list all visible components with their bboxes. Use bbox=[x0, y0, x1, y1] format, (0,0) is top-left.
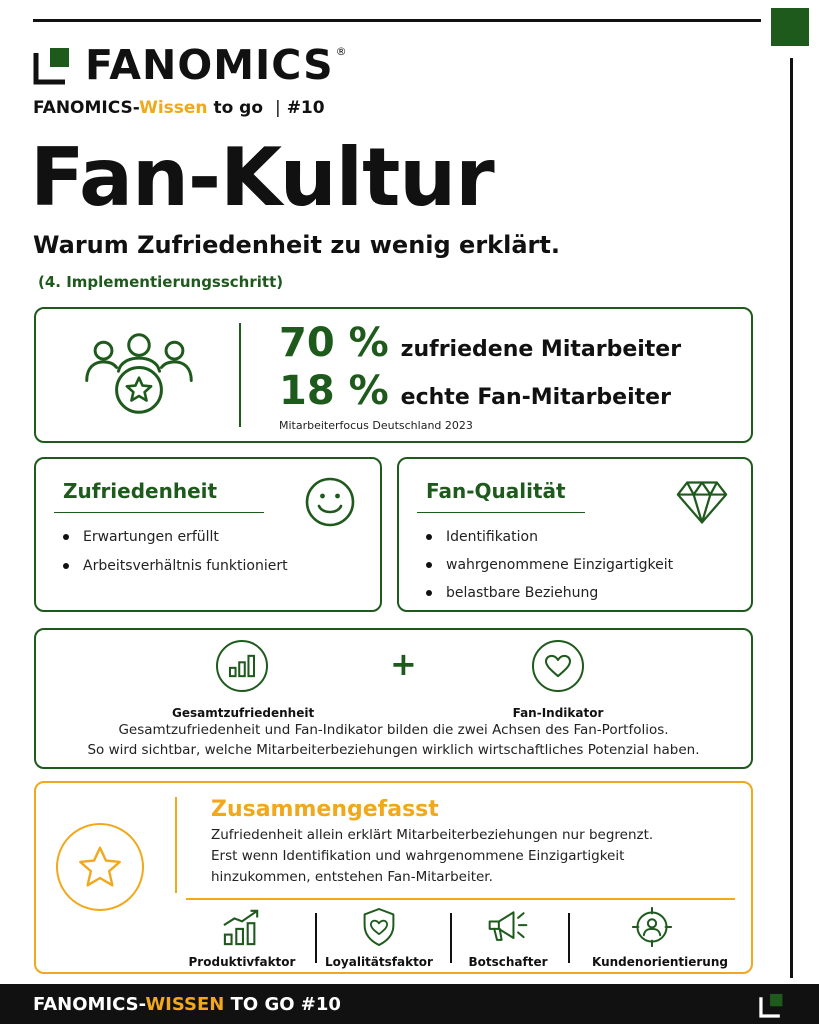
fan-quality-bullets bbox=[426, 527, 673, 611]
fanomics-corner-logo-icon bbox=[759, 992, 785, 1018]
list-item: Arbeitsverhältnis funktioniert bbox=[63, 556, 288, 585]
summary-rule bbox=[186, 898, 735, 900]
factor-productivity bbox=[182, 905, 302, 969]
shield-heart-icon bbox=[361, 907, 397, 947]
summary-card bbox=[34, 781, 753, 974]
factor-label: Loyalitätsfaktor bbox=[325, 955, 433, 969]
stat-label: zufriedene Mitarbeiter bbox=[400, 337, 682, 362]
bar-chart-icon bbox=[228, 654, 256, 678]
top-rule bbox=[33, 19, 761, 22]
satisfaction-bullets bbox=[63, 527, 288, 585]
summary-circle bbox=[56, 823, 144, 911]
factor-ambassador bbox=[448, 905, 568, 969]
page-tagline: Warum Zufriedenheit zu wenig erklärt. bbox=[33, 231, 560, 259]
fan-quality-underline bbox=[417, 512, 585, 513]
factor-separator bbox=[568, 913, 570, 963]
list-item: belastbare Beziehung bbox=[426, 583, 673, 611]
summary-divider bbox=[175, 797, 177, 893]
diamond-icon bbox=[676, 479, 728, 525]
brand-logo bbox=[33, 40, 347, 89]
stat-percent: 18 % bbox=[279, 368, 389, 414]
series-accent: Wissen bbox=[139, 98, 208, 118]
footer-prefix: FANOMICS- bbox=[33, 994, 146, 1015]
factor-loyalty bbox=[319, 905, 439, 969]
series-issue: #10 bbox=[286, 98, 325, 118]
stats-card bbox=[34, 307, 753, 443]
factor-label: Botschafter bbox=[468, 955, 548, 969]
summary-line: hinzukommen, entstehen Fan-Mitarbeiter. bbox=[211, 869, 493, 885]
target-person-icon bbox=[632, 907, 672, 947]
combo-plus: + bbox=[390, 645, 417, 683]
right-rule bbox=[790, 58, 793, 978]
footer-suffix: TO GO #10 bbox=[224, 994, 341, 1015]
team-star-icon bbox=[83, 331, 195, 417]
footer-title bbox=[33, 994, 341, 1015]
series-prefix: FANOMICS- bbox=[33, 98, 140, 118]
combo-circle bbox=[532, 640, 584, 692]
factor-label: Kundenorientierung bbox=[592, 955, 728, 969]
satisfaction-card bbox=[34, 457, 382, 612]
combo-fan-indicator bbox=[488, 640, 628, 720]
list-item: Erwartungen erfüllt bbox=[63, 527, 288, 556]
list-item: Identifikation bbox=[426, 527, 673, 555]
combo-text-line: Gesamtzufriedenheit und Fan-Indikator bilden die zwei Achsen des Fan-Portfolios. bbox=[118, 722, 669, 738]
fan-quality-title: Fan-Qualität bbox=[426, 479, 566, 503]
factor-separator bbox=[315, 913, 317, 963]
satisfaction-title: Zufriedenheit bbox=[63, 479, 218, 503]
series-line bbox=[33, 98, 325, 118]
combo-satisfaction bbox=[172, 640, 315, 720]
page-title: Fan-Kultur bbox=[30, 131, 494, 224]
summary-title: Zusammengefasst bbox=[211, 797, 439, 822]
satisfaction-underline bbox=[54, 512, 264, 513]
stats-divider bbox=[239, 323, 241, 427]
fanomics-corner-logo-icon bbox=[33, 45, 73, 85]
star-icon bbox=[77, 845, 123, 889]
stat-label: echte Fan-Mitarbeiter bbox=[400, 385, 671, 410]
series-suffix: to go bbox=[207, 98, 264, 118]
footer-bar bbox=[0, 984, 819, 1024]
summary-line: Zufriedenheit allein erklärt Mitarbeiterbeziehungen nur begrenzt. bbox=[211, 827, 654, 843]
combo-text-line: So wird sichtbar, welche Mitarbeiterbeziehungen wirklich wirtschaftliches Potenzial haben. bbox=[87, 742, 700, 758]
portfolio-axes-card bbox=[34, 628, 753, 769]
megaphone-icon bbox=[486, 908, 530, 946]
stat-row-fans bbox=[279, 368, 671, 414]
stat-source: Mitarbeiterfocus Deutschland 2023 bbox=[279, 419, 473, 432]
stat-percent: 70 % bbox=[279, 320, 389, 366]
combo-label: Fan-Indikator bbox=[512, 706, 604, 720]
list-item: wahrgenommene Einzigartigkeit bbox=[426, 555, 673, 583]
registered-mark: ® bbox=[335, 44, 347, 58]
step-note: (4. Implementierungsschritt) bbox=[38, 273, 284, 291]
stat-row-satisfied bbox=[279, 320, 682, 366]
footer-accent: WISSEN bbox=[145, 994, 225, 1015]
fan-quality-card bbox=[397, 457, 753, 612]
factor-label: Produktivfaktor bbox=[188, 955, 296, 969]
growth-chart-icon bbox=[221, 908, 263, 946]
smiley-icon bbox=[304, 476, 356, 528]
combo-circle bbox=[216, 640, 268, 692]
combo-label: Gesamtzufriedenheit bbox=[172, 706, 315, 720]
brand-name: FANOMICS bbox=[85, 40, 334, 89]
heart-icon bbox=[544, 654, 572, 678]
series-separator: | bbox=[274, 98, 281, 118]
factor-customer-orientation bbox=[592, 905, 728, 969]
corner-square-decoration bbox=[771, 8, 809, 46]
summary-line: Erst wenn Identifikation und wahrgenommene Einzigartigkeit bbox=[211, 848, 625, 864]
